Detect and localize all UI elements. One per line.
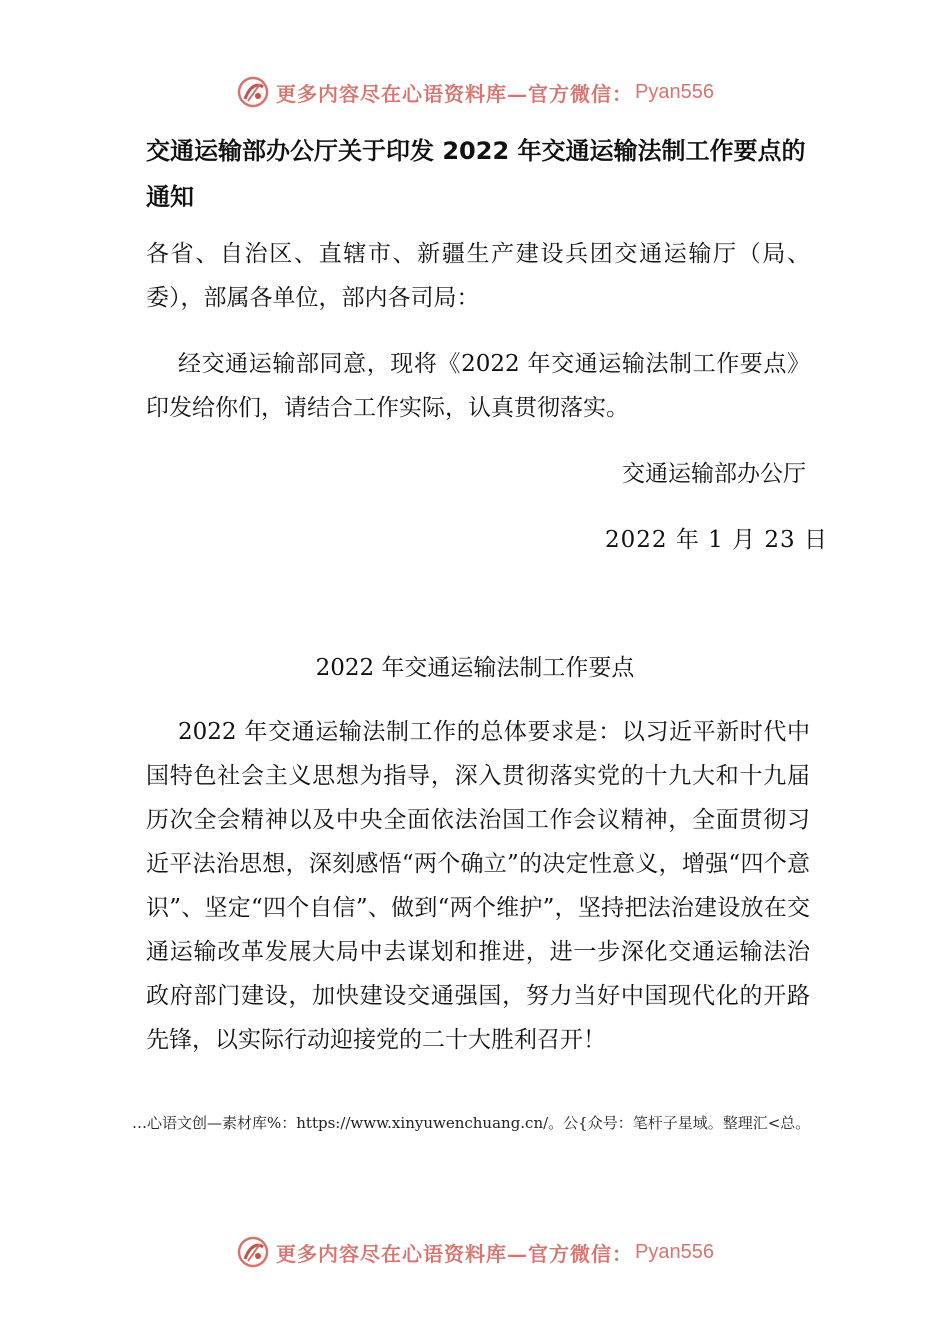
notice-body: 经交通运输部同意，现将《2022 年交通运输法制工作要点》印发给你们，请结合工作实际，认真贯彻落实。	[146, 351, 810, 421]
source-footnote: …心语文创—素材库%：https://www.xinyuwenchuang.cn/。公{众号：笔杆子星域。整理汇<总。	[132, 1114, 811, 1132]
section-title: 2022 年交通运输法制工作要点	[315, 655, 635, 681]
banner-wechat-id: Pyan556	[635, 1240, 714, 1263]
header-banner	[0, 72, 950, 112]
section-body: 2022 年交通运输法制工作的总体要求是：以习近平新时代中国特色社会主义思想为指导，深入贯彻落实党的十九大和十九届历次全会精神以及中央全面依法治国工作会议精神，全面贯彻习近平法治思想，深刻感悟“两个确立”的决定性意义，增强“四个意识”、坚定“四个自信”、做到“两个维护”，坚持把法治建设放在交通运输改革发展大局中去谋划和推进，进一步深化交通运输法治政府部门建设，加快建设交通强国，努力当好中国现代化的开路先锋，以实际行动迎接党的二十大胜利召开！	[146, 719, 810, 1053]
salutation: 各省、自治区、直辖市、新疆生产建设兵团交通运输厅（局、委），部属各单位，部内各司局：	[146, 241, 810, 311]
banner-wechat-id: Pyan556	[635, 80, 714, 103]
logo-icon	[236, 75, 270, 109]
logo-icon	[236, 1235, 270, 1269]
issuer-signature: 交通运输部办公厅	[622, 461, 806, 487]
document-title: 交通运输部办公厅关于印发 2022 年交通运输法制工作要点的通知	[146, 137, 806, 211]
banner-text: 更多内容尽在心语资料库—官方微信：	[276, 1241, 634, 1266]
issue-date: 2022 年 1 月 23 日	[605, 527, 828, 553]
banner-text: 更多内容尽在心语资料库—官方微信：	[276, 81, 634, 106]
footer-banner	[0, 1232, 950, 1272]
